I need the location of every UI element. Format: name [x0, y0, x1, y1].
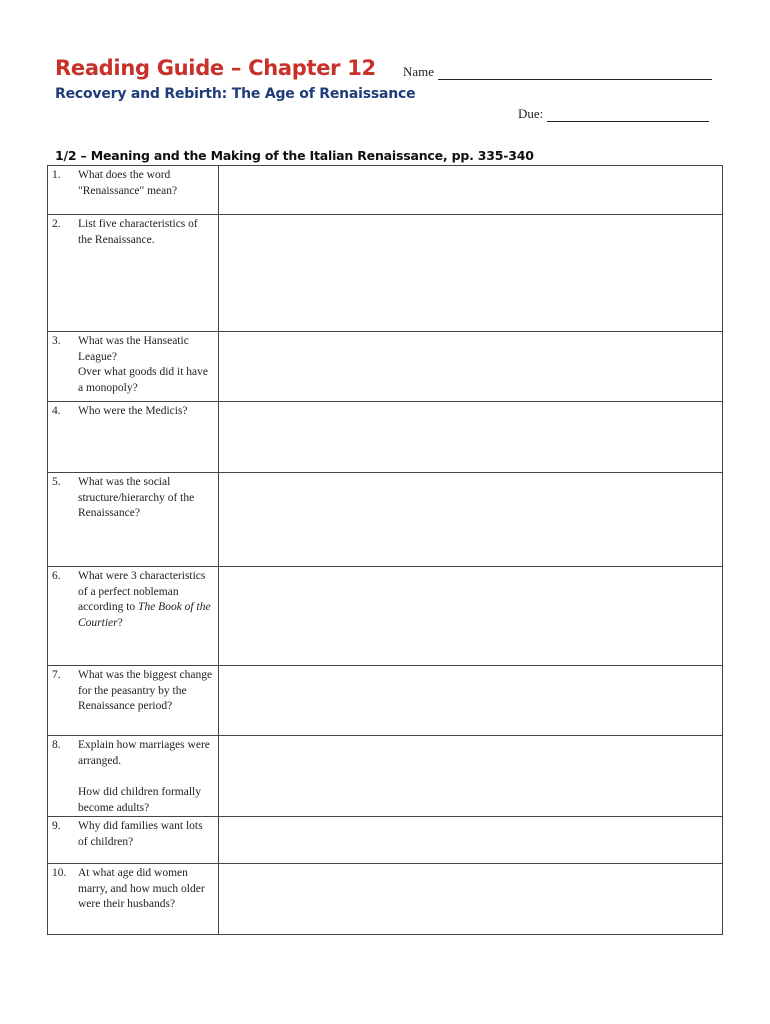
name-blank-line	[438, 66, 712, 80]
question-cell	[48, 473, 219, 567]
table-row	[48, 473, 723, 567]
section-heading: 1/2 – Meaning and the Making of the Italian Renaissance, pp. 335-340	[55, 148, 534, 163]
question-text	[78, 569, 214, 631]
question-text-part: ?	[117, 616, 123, 629]
table-row	[48, 332, 723, 402]
question-text: At what age did women marry, and how much older were their husbands?	[78, 867, 205, 910]
question-text: List five characteristics of the Renaissance.	[78, 218, 198, 246]
table-row	[48, 215, 723, 332]
question-number: 9.	[52, 820, 61, 832]
question-cell	[48, 864, 219, 935]
questions-table	[47, 165, 723, 935]
question-number: 10.	[52, 867, 67, 879]
answer-cell[interactable]	[219, 166, 723, 215]
question-text: What was the social structure/hierarchy of the Renaissance?	[78, 476, 195, 519]
answer-cell[interactable]	[219, 864, 723, 935]
answer-cell[interactable]	[219, 215, 723, 332]
question-text: What was the Hanseatic League?	[78, 335, 189, 363]
answer-cell[interactable]	[219, 332, 723, 402]
question-number: 6.	[52, 570, 61, 582]
table-row	[48, 166, 723, 215]
table-row	[48, 567, 723, 666]
page-subtitle: Recovery and Rebirth: The Age of Renaissance	[55, 86, 416, 102]
question-number: 7.	[52, 669, 61, 681]
question-cell	[48, 736, 219, 817]
book-title: The Book of the Courtier	[78, 601, 211, 629]
question-number: 8.	[52, 739, 61, 751]
question-cell	[48, 402, 219, 473]
question-cell	[48, 215, 219, 332]
table-row	[48, 402, 723, 473]
question-text: What does the word "Renaissance" mean?	[78, 169, 178, 197]
table-row	[48, 666, 723, 736]
name-field	[403, 64, 712, 80]
due-blank-line	[547, 108, 709, 122]
question-text: How did children formally become adults?	[78, 786, 201, 814]
answer-cell[interactable]	[219, 567, 723, 666]
question-number: 1.	[52, 169, 61, 181]
answer-cell[interactable]	[219, 666, 723, 736]
question-text-part: What were 3 characteristics of a perfect nobleman according to	[78, 570, 206, 613]
question-number: 4.	[52, 405, 61, 417]
answer-cell[interactable]	[219, 473, 723, 567]
question-cell	[48, 166, 219, 215]
question-number: 5.	[52, 476, 61, 488]
question-text: Who were the Medicis?	[78, 405, 188, 417]
answer-cell[interactable]	[219, 736, 723, 817]
table-row	[48, 864, 723, 935]
table-row	[48, 817, 723, 864]
due-label: Due:	[518, 106, 544, 121]
answer-cell[interactable]	[219, 817, 723, 864]
page-title: Reading Guide – Chapter 12	[55, 56, 376, 80]
question-text: Explain how marriages were arranged.	[78, 739, 210, 767]
table-row	[48, 736, 723, 817]
question-text: Over what goods did it have a monopoly?	[78, 366, 208, 394]
answer-cell[interactable]	[219, 402, 723, 473]
name-label: Name	[403, 64, 435, 79]
question-cell	[48, 666, 219, 736]
question-number: 2.	[52, 218, 61, 230]
question-text: What was the biggest change for the peasantry by the Renaissance period?	[78, 669, 213, 712]
question-cell	[48, 567, 219, 666]
question-cell	[48, 332, 219, 402]
due-field	[518, 106, 709, 122]
question-text: Why did families want lots of children?	[78, 820, 203, 848]
question-number: 3.	[52, 335, 61, 347]
question-cell	[48, 817, 219, 864]
